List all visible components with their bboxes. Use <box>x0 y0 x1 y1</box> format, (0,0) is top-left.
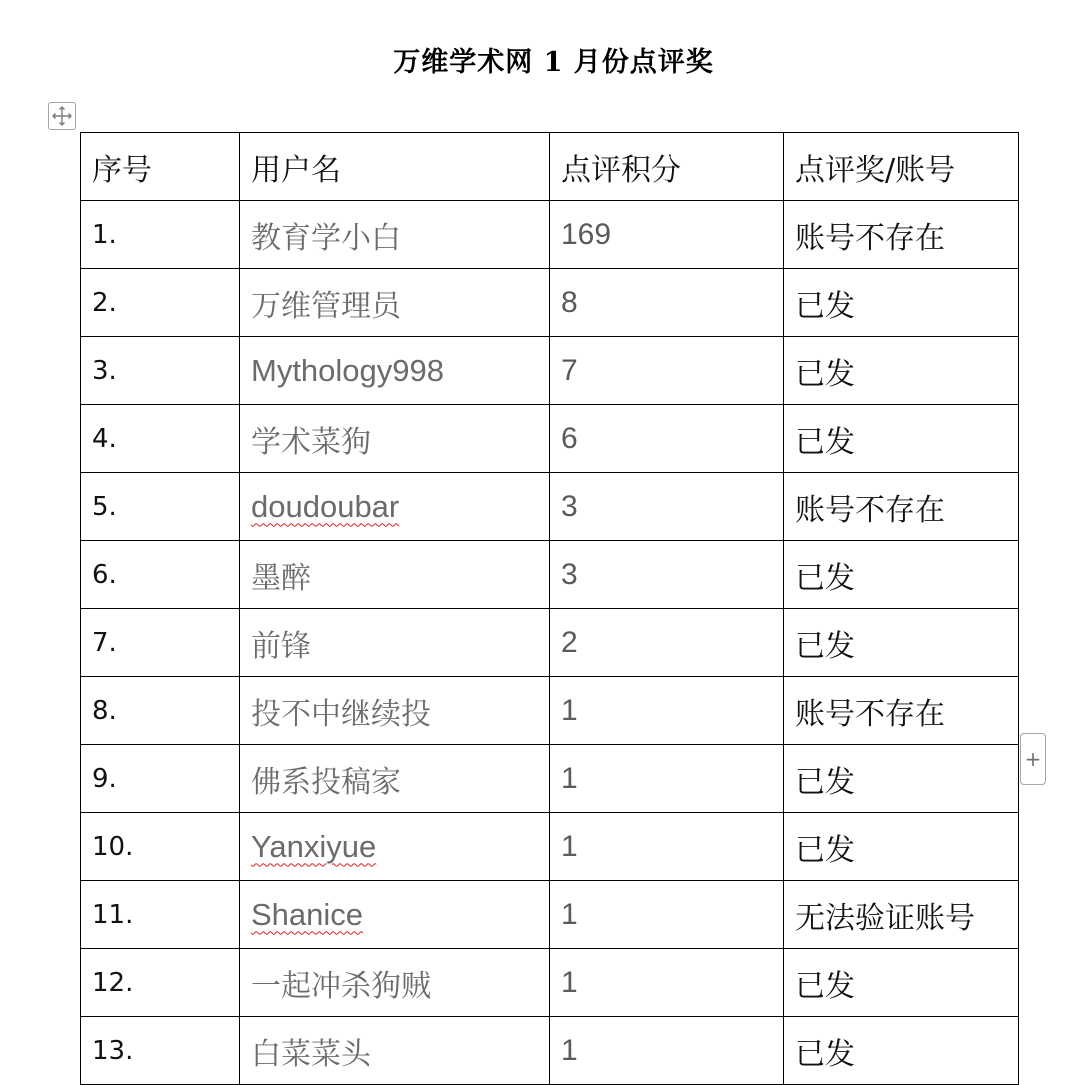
cell-username <box>240 1017 550 1085</box>
cell-award-status: 已发 <box>784 745 1019 813</box>
cell-award-status: 已发 <box>784 405 1019 473</box>
cell-username <box>240 745 550 813</box>
table-row <box>81 405 1019 473</box>
cell-award-status: 账号不存在 <box>784 201 1019 269</box>
cell-index: 6. <box>81 541 240 609</box>
username-text: Mythology998 <box>251 352 445 388</box>
cell-username <box>240 269 550 337</box>
table-row <box>81 949 1019 1017</box>
cell-award-status: 已发 <box>784 541 1019 609</box>
table-row <box>81 337 1019 405</box>
cell-score: 1 <box>550 677 784 745</box>
cell-score: 6 <box>550 405 784 473</box>
username-text: 一起冲杀狗贼 <box>251 968 431 1004</box>
header-index: 序号 <box>81 133 240 201</box>
table-row <box>81 677 1019 745</box>
cell-index: 1. <box>81 201 240 269</box>
cell-index: 8. <box>81 677 240 745</box>
cell-score: 1 <box>550 813 784 881</box>
document-title: 万维学术网 1 月份点评奖 <box>393 47 714 78</box>
cell-award-status: 已发 <box>784 269 1019 337</box>
cell-username <box>240 541 550 609</box>
cell-award-status: 已发 <box>784 949 1019 1017</box>
cell-index: 3. <box>81 337 240 405</box>
username-text: Yanxiyue <box>251 828 377 864</box>
username-text: Shanice <box>251 896 364 932</box>
cell-score: 7 <box>550 337 784 405</box>
cell-score: 2 <box>550 609 784 677</box>
cell-score: 3 <box>550 541 784 609</box>
cell-username <box>240 201 550 269</box>
cell-index: 9. <box>81 745 240 813</box>
cell-award-status: 已发 <box>784 1017 1019 1085</box>
table-row <box>81 1017 1019 1085</box>
cell-score: 3 <box>550 473 784 541</box>
cell-award-status: 已发 <box>784 609 1019 677</box>
header-award-account: 点评奖/账号 <box>784 133 1019 201</box>
cell-index: 11. <box>81 881 240 949</box>
cell-award-status: 无法验证账号 <box>784 881 1019 949</box>
cell-index: 7. <box>81 609 240 677</box>
cell-username <box>240 337 550 405</box>
username-text: 万维管理员 <box>251 288 401 324</box>
cell-username <box>240 473 550 541</box>
table-row <box>81 881 1019 949</box>
username-text: 佛系投稿家 <box>251 764 401 800</box>
table-row <box>81 473 1019 541</box>
move-arrows-icon <box>49 103 75 129</box>
cell-index: 12. <box>81 949 240 1017</box>
username-text: 学术菜狗 <box>251 424 371 460</box>
cell-score: 8 <box>550 269 784 337</box>
username-text: 墨醉 <box>251 560 311 596</box>
cell-award-status: 账号不存在 <box>784 677 1019 745</box>
cell-username <box>240 677 550 745</box>
cell-index: 2. <box>81 269 240 337</box>
table-row <box>81 201 1019 269</box>
cell-index: 13. <box>81 1017 240 1085</box>
header-username: 用户名 <box>240 133 550 201</box>
cell-score: 1 <box>550 745 784 813</box>
table-row <box>81 269 1019 337</box>
username-text: doudoubar <box>251 488 400 524</box>
table-move-handle[interactable] <box>48 102 76 130</box>
add-row-button[interactable] <box>1020 733 1046 785</box>
username-text: 投不中继续投 <box>251 696 431 732</box>
cell-index: 5. <box>81 473 240 541</box>
table-row <box>81 813 1019 881</box>
cell-score: 1 <box>550 881 784 949</box>
cell-index: 10. <box>81 813 240 881</box>
cell-award-status: 账号不存在 <box>784 473 1019 541</box>
cell-username <box>240 813 550 881</box>
header-score: 点评积分 <box>550 133 784 201</box>
cell-score: 1 <box>550 949 784 1017</box>
cell-username <box>240 949 550 1017</box>
award-table <box>80 132 1019 1085</box>
cell-username <box>240 405 550 473</box>
table-header-row <box>81 133 1019 201</box>
username-text: 教育学小白 <box>251 220 401 256</box>
cell-index: 4. <box>81 405 240 473</box>
table-row <box>81 541 1019 609</box>
cell-score: 1 <box>550 1017 784 1085</box>
cell-award-status: 已发 <box>784 813 1019 881</box>
plus-icon: + <box>1024 747 1042 771</box>
cell-username <box>240 881 550 949</box>
username-text: 白菜菜头 <box>251 1036 371 1072</box>
cell-score: 169 <box>550 201 784 269</box>
table-row <box>81 609 1019 677</box>
table-row <box>81 745 1019 813</box>
username-text: 前锋 <box>251 628 311 664</box>
table-body <box>81 201 1019 1085</box>
cell-username <box>240 609 550 677</box>
cell-award-status: 已发 <box>784 337 1019 405</box>
